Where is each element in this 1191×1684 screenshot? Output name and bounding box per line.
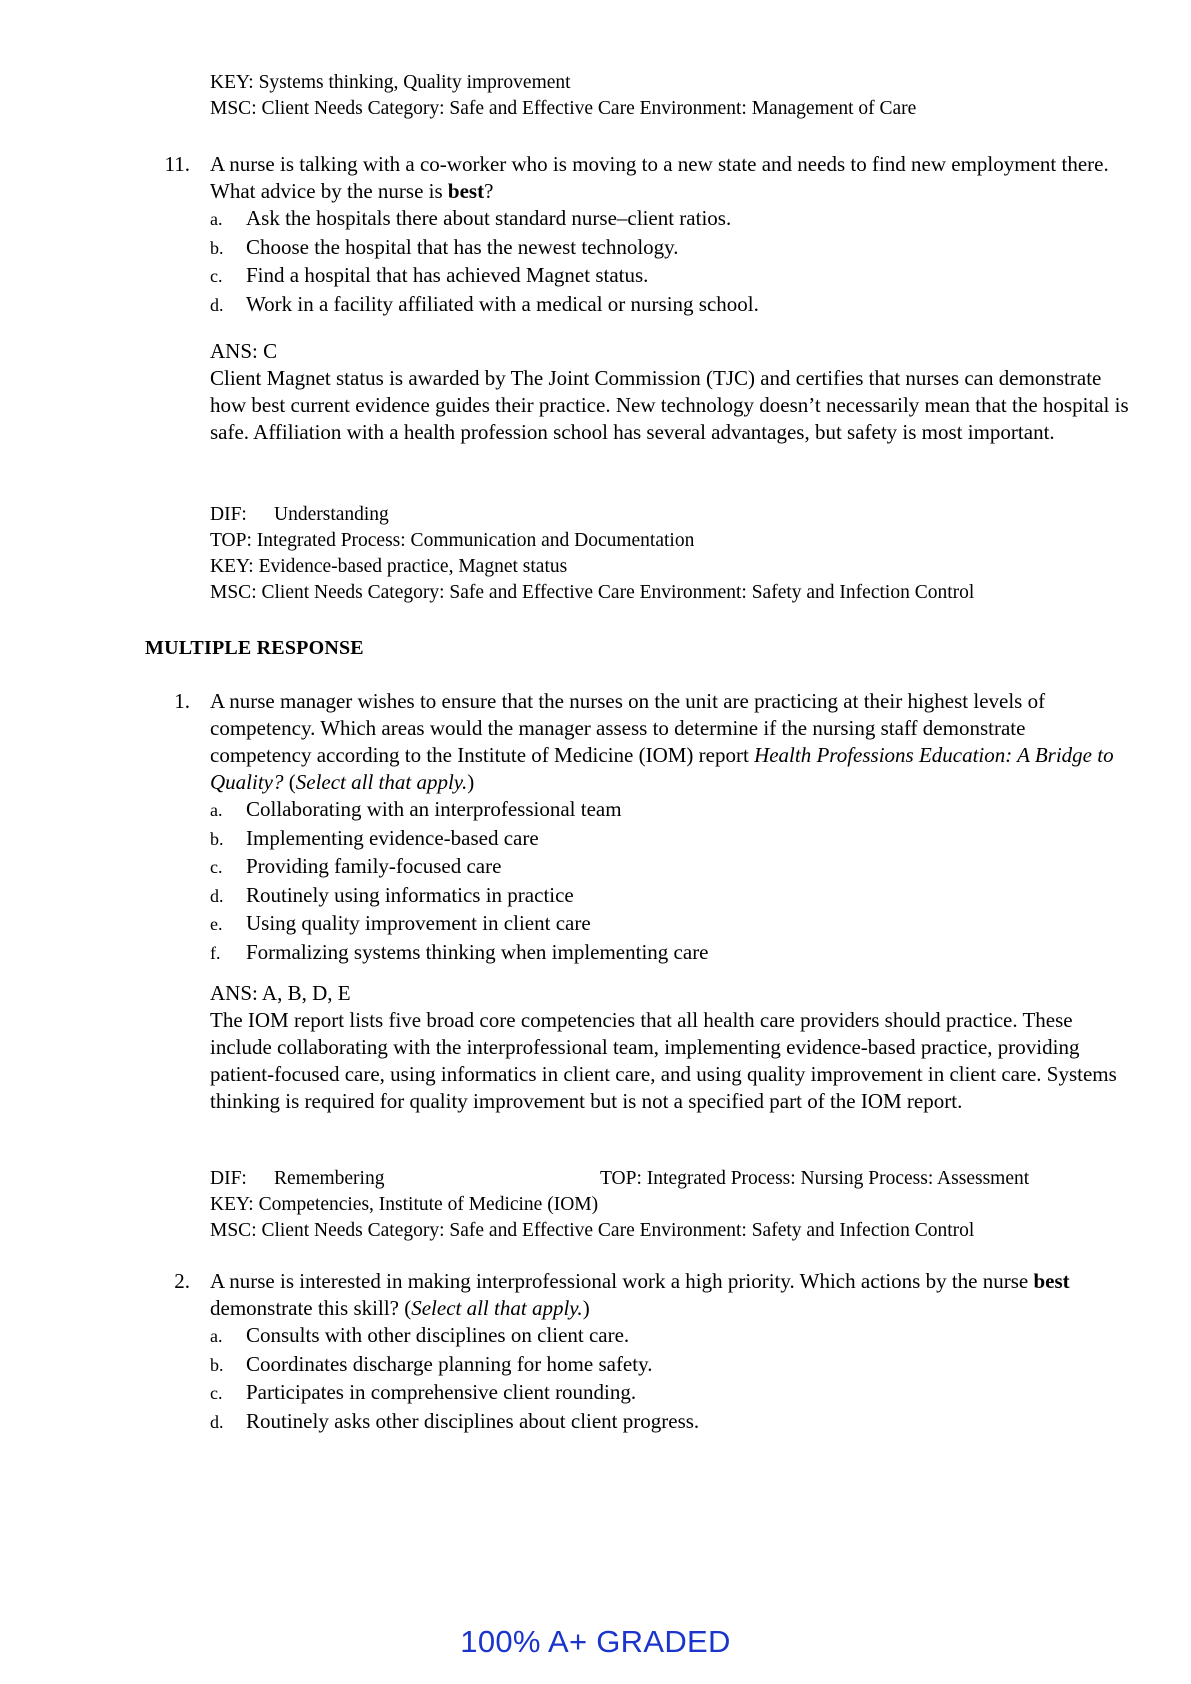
- rationale: The IOM report lists five broad core competencies that all health care providers should practice. These include collaborating with the interprofessional team, implementing evidence-based practice, providing patient-focused care, using informatics in client care, and using quality improvement in client care. Systems thinking is required for quality improvement but is not a specified part of the IOM report.: [210, 1008, 1117, 1113]
- top-line: TOP: Integrated Process: Communication and Documentation: [210, 530, 695, 551]
- key-line: KEY: Competencies, Institute of Medicine (IOM): [210, 1194, 599, 1215]
- option-a: a. Collaborating with an interprofessional team: [210, 797, 622, 821]
- question-stem: A nurse manager wishes to ensure that the nurses on the unit are practicing at their highest levels of competency. Which areas would the manager assess to determine if the nursing staff demonstrate competency according to the Institute of Medicine (IOM) report Health Professions Education: A Bridge to Quality? (Select all that apply.): [210, 689, 1114, 794]
- option-b: b. Choose the hospital that has the newest technology.: [210, 234, 679, 259]
- option-c: c. Providing family-focused care: [210, 854, 502, 878]
- dif-line: DIF: Remembering TOP: Integrated Process: Nursing Process: Assessment: [210, 1166, 1130, 1192]
- answer-options: [140, 1322, 1130, 1436]
- top-line: TOP: Integrated Process: Nursing Process: Assessment: [600, 1168, 1030, 1189]
- option-c: c. Find a hospital that has achieved Magnet status.: [210, 263, 649, 287]
- key-line: KEY: Systems thinking, Quality improvement: [210, 72, 571, 93]
- instruction: Select all that apply.: [295, 770, 468, 794]
- option-d: d. Routinely using informatics in practice: [210, 882, 574, 907]
- answer-options: [140, 796, 1130, 967]
- question-11-meta: [210, 502, 1130, 606]
- option-c: c. Participates in comprehensive client rounding.: [210, 1380, 637, 1404]
- option-d: d. Work in a facility affiliated with a medical or nursing school.: [210, 291, 759, 316]
- question-11: [140, 151, 1130, 319]
- dif-line: DIF: Understanding: [210, 504, 389, 525]
- question-11-answer: [210, 338, 1130, 446]
- key-line: KEY: Evidence-based practice, Magnet status: [210, 556, 568, 577]
- mr-question-1: [140, 688, 1130, 967]
- answer-options: [140, 205, 1130, 319]
- option-e: e. Using quality improvement in client care: [210, 911, 591, 935]
- previous-question-meta: [210, 70, 1130, 122]
- mr-question-1-answer: [210, 980, 1130, 1115]
- option-d: d. Routinely asks other disciplines about client progress.: [210, 1408, 700, 1433]
- question-stem: A nurse is interested in making interprofessional work a high priority. Which actions by the nurse best demonstrate this skill? (Select all that apply.): [210, 1269, 1070, 1320]
- emphasis-word: best: [447, 179, 485, 203]
- option-f: f. Formalizing systems thinking when implementing care: [210, 939, 709, 964]
- mr-question-1-meta: [210, 1166, 1130, 1244]
- question-stem: A nurse is talking with a co-worker who is moving to a new state and needs to find new employment there. What advice by the nurse is best?: [210, 152, 1109, 203]
- emphasis-word: best: [1033, 1269, 1070, 1293]
- section-title: MULTIPLE RESPONSE: [145, 637, 364, 659]
- msc-line: MSC: Client Needs Category: Safe and Effective Care Environment: Safety and Infection Control: [210, 1220, 975, 1241]
- option-a: a. Ask the hospitals there about standard nurse–client ratios.: [210, 206, 732, 230]
- rationale: Client Magnet status is awarded by The Joint Commission (TJC) and certifies that nurses can demonstrate how best current evidence guides their practice. New technology doesn’t necessarily mean that the hospital is safe. Affiliation with a health profession school has several advantages, but safety is most important.: [210, 366, 1129, 444]
- msc-line: MSC: Client Needs Category: Safe and Effective Care Environment: Management of Care: [210, 98, 917, 119]
- question-number: 11.: [164, 152, 190, 176]
- instruction: Select all that apply.: [411, 1296, 583, 1320]
- report-title: Health Professions Education: A Bridge to Quality?: [210, 743, 1114, 794]
- answer-key: ANS: C: [210, 339, 278, 363]
- answer-key: ANS: A, B, D, E: [210, 981, 351, 1005]
- option-b: b. Implementing evidence-based care: [210, 825, 539, 850]
- option-a: a. Consults with other disciplines on client care.: [210, 1323, 630, 1347]
- footer-grade-banner: 100% A+ GRADED: [460, 1624, 731, 1659]
- msc-line: MSC: Client Needs Category: Safe and Effective Care Environment: Safety and Infection Control: [210, 582, 975, 603]
- question-number: 1.: [174, 689, 190, 713]
- option-b: b. Coordinates discharge planning for home safety.: [210, 1351, 653, 1376]
- mr-question-2: [140, 1268, 1130, 1436]
- question-number: 2.: [174, 1269, 190, 1293]
